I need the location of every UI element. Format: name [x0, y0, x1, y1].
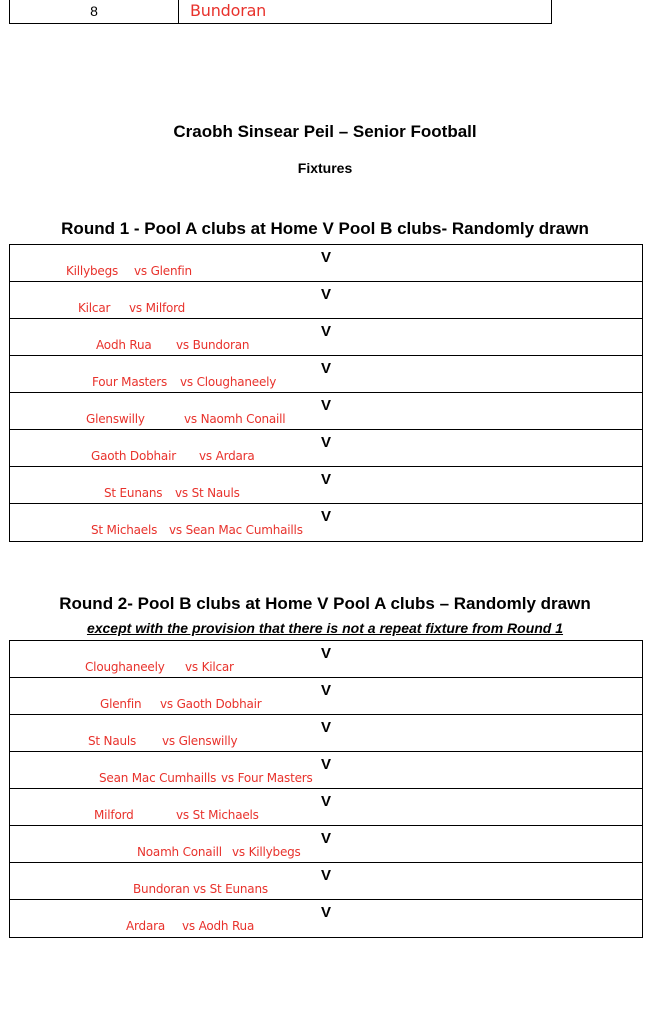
row-number: 8 [90, 3, 98, 19]
home-team: Glenfin [100, 697, 142, 711]
away-team: vs Milford [129, 301, 186, 315]
fixture-row [10, 641, 642, 678]
home-team: St Eunans [104, 486, 163, 500]
versus-mark: V [321, 323, 332, 340]
away-team: vs Bundoran [176, 338, 250, 352]
home-team: Ardara [126, 919, 165, 933]
home-team: Gaoth Dobhair [91, 449, 176, 463]
versus-mark: V [321, 793, 332, 810]
versus-mark: V [321, 286, 332, 303]
away-team: vs St Michaels [176, 808, 259, 822]
versus-mark: V [321, 682, 332, 699]
home-team: Aodh Rua [96, 338, 152, 352]
fixture-row [10, 356, 642, 393]
home-team: Milford [94, 808, 134, 822]
round2-heading: Round 2- Pool B clubs at Home V Pool A clubs – Randomly drawn [59, 594, 591, 613]
away-team: vs St Eunans [193, 882, 268, 896]
versus-mark: V [321, 645, 332, 662]
fixture-row [10, 678, 642, 715]
away-team: vs Glenswilly [162, 734, 238, 748]
versus-mark: V [321, 434, 332, 451]
home-team: Four Masters [92, 375, 168, 389]
fixture-row [10, 826, 642, 863]
home-team: Noamh Conaill [137, 845, 222, 859]
away-team: vs Killybegs [232, 845, 301, 859]
fixture-row [10, 319, 642, 356]
versus-mark: V [321, 719, 332, 736]
away-team: vs Naomh Conaill [184, 412, 286, 426]
home-team: Sean Mac Cumhaills [99, 771, 217, 785]
away-team: vs Cloughaneely [180, 375, 277, 389]
away-team: vs Glenfin [134, 264, 192, 278]
round1-heading: Round 1 - Pool A clubs at Home V Pool B clubs- Randomly drawn [61, 219, 589, 238]
page-title: Craobh Sinsear Peil – Senior Football [173, 122, 477, 141]
versus-mark: V [321, 867, 332, 884]
versus-mark: V [321, 471, 332, 488]
home-team: St Michaels [91, 523, 158, 537]
column-divider [178, 0, 179, 23]
round2-note: except with the provision that there is not a repeat fixture from Round 1 [86, 620, 564, 636]
away-team: vs Aodh Rua [182, 919, 255, 933]
away-team: vs Gaoth Dobhair [160, 697, 262, 711]
versus-mark: V [321, 397, 332, 414]
versus-mark: V [321, 904, 332, 921]
fixture-row [10, 715, 642, 752]
versus-mark: V [321, 360, 332, 377]
fixture-row [10, 504, 642, 541]
away-team: vs Ardara [199, 449, 255, 463]
round2-fixtures-table [9, 640, 643, 938]
fixture-row [10, 863, 642, 900]
page-subtitle: Fixtures [297, 160, 353, 176]
home-team: Killybegs [66, 264, 119, 278]
home-team: Cloughaneely [85, 660, 165, 674]
fixture-row [10, 789, 642, 826]
fixture-row [10, 467, 642, 504]
versus-mark: V [321, 249, 332, 266]
fixture-row [10, 430, 642, 467]
away-team: vs St Nauls [175, 486, 240, 500]
club-name: Bundoran [190, 1, 267, 20]
home-team: Glenswilly [86, 412, 145, 426]
previous-table-row [9, 0, 552, 24]
versus-mark: V [321, 830, 332, 847]
fixture-row [10, 393, 642, 430]
fixture-row [10, 282, 642, 319]
home-team: St Nauls [88, 734, 137, 748]
versus-mark: V [321, 508, 332, 525]
fixture-row [10, 900, 642, 937]
versus-mark: V [321, 756, 332, 773]
fixture-row [10, 245, 642, 282]
away-team: vs Four Masters [221, 771, 313, 785]
away-team: vs Kilcar [185, 660, 234, 674]
round1-fixtures-table [9, 244, 643, 542]
fixture-row [10, 752, 642, 789]
home-team: Bundoran [133, 882, 190, 896]
away-team: vs Sean Mac Cumhaills [169, 523, 303, 537]
home-team: Kilcar [78, 301, 111, 315]
